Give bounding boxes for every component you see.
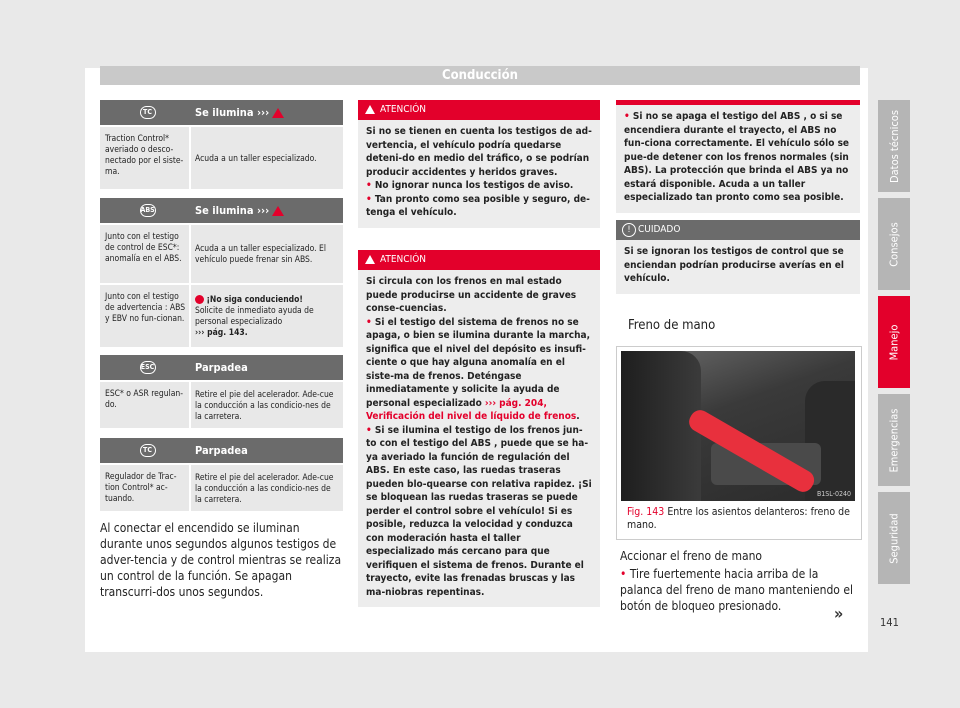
warning-triangle-icon <box>272 206 284 216</box>
figure-caption <box>627 506 853 532</box>
warning-box-continued: • Si no se apaga el testigo del ABS , o si se encendiera durante el trayecto, el ABS no fun-ciona correctamente. El vehículo sólo se pue-de detener con los frenos normales (sin ABS). La protección que brinda el ABS ya no estará disponible. Acuda a un taller especializado tan pronto como sea posible. <box>616 100 860 213</box>
handbrake-photo <box>621 351 855 501</box>
continue-marker: » <box>834 604 844 623</box>
figure-caption-text: Entre los asientos delanteros: freno de mano. <box>627 506 850 531</box>
info-icon: ! <box>622 223 636 237</box>
table-cell: Solicite de inmediato ayuda de personal especializado <box>195 306 314 327</box>
warning-icon <box>365 255 375 264</box>
tab-datos-tecnicos[interactable]: Datos técnicos <box>878 100 910 192</box>
table-head: Parpadea <box>195 444 248 457</box>
table-cell: Retire el pie del acelerador. Ade-cue la conducción a las condicio-nes de la carretera. <box>195 472 334 505</box>
table-cell: Junto con el testigo de control de ESC*: anomalía en el ABS. <box>100 225 191 283</box>
box-text: Si circula con los frenos en mal estado puede producirse un accidente de graves conse-cuencias. <box>366 276 577 314</box>
warning-icon <box>365 105 375 114</box>
box-bullet: Si se ilumina el testigo de los frenos jun-to con el testigo del ABS , puede que se ha-ya averiado la función de regulación del ABS. En este caso, las ruedas traseras pueden blo-quearse con relativa rapidez. ¡Si se bloquean las ruedas traseras se puede perder el control sobre el vehículo! Si es posible, reduzca la velocidad y conduzca con moderación hasta el taller especializado más cercano para que verifiquen el sistema de frenos. Durante el trayecto, evite las frenadas bruscas y las ma-niobras repentinas. <box>366 424 592 598</box>
esc-icon: ESC <box>140 361 156 374</box>
table-head: Parpadea <box>195 361 248 374</box>
box-text: Si no se tienen en cuenta los testigos de ad-vertencia, el vehículo podría quedarse deteni-do en medio del tráfico, o se podrían producir accidentes y heridos graves. <box>366 126 592 178</box>
traction-control-icon: TC <box>140 444 156 457</box>
warning-box-2: ATENCIÓN Si circula con los frenos en mal estado puede producirse un accidente de graves conse-cuencias. • Si el testigo del sistema de frenos no se apaga, o bien se ilumina durante la marcha, significa que el nivel del depósito es insufi-ciente o que hay alguna anomalía en el siste-ma de frenos. Deténgase inmediatamente y solicite la ayuda de personal especializado ››› pág. 204, Verificación del nivel de líquido de frenos. • Si se ilumina el testigo de los frenos jun-to con el testigo del ABS , puede que se ha-ya averiado la función de regulación del ABS. En este caso, las ruedas traseras pueden blo-quearse con relativa rapidez. ¡Si se bloquean las ruedas traseras se puede perder el control sobre el vehículo! Si es posible, reduzca la velocidad y conduzca con moderación hasta el taller especializado más cercano para que verifiquen el sistema de frenos. Durante el trayecto, evite las frenadas bruscas y las ma-niobras repentinas. <box>358 250 600 607</box>
box-label: CUIDADO <box>638 224 681 236</box>
traction-control-icon: TC <box>140 106 156 119</box>
page-number: 141 <box>880 616 899 629</box>
instruction-bullet: Tire fuertemente hacia arriba de la palanca del freno de mano manteniendo el botón de bloqueo presionado. <box>620 567 853 613</box>
section-title: Freno de mano <box>628 318 716 333</box>
figure-label: Fig. 143 <box>627 506 665 518</box>
table-head: Se ilumina ››› <box>195 106 270 119</box>
warning-table-tc <box>100 100 343 189</box>
box-bullet: Tan pronto como sea posible y seguro, de-tenga el vehículo. <box>366 193 590 218</box>
tab-manejo[interactable]: Manejo <box>878 296 910 388</box>
box-text: Si se ignoran los testigos de control que se enciendan podrían producirse averías en el vehículo. <box>624 246 844 284</box>
instructions-title: Accionar el freno de mano <box>620 549 763 563</box>
warning-table-tc-blink <box>100 438 343 511</box>
warning-table-abs <box>100 198 343 347</box>
box-bullet: Si no se apaga el testigo del ABS , o si se encendiera durante el trayecto, el ABS no fun-ciona correctamente. El vehículo sólo se pue-de detener con los frenos normales (sin ABS). La protección que brinda el ABS ya no estará disponible. Acuda a un taller especializado tan pronto como sea posible. <box>624 111 850 203</box>
tab-seguridad[interactable]: Seguridad <box>878 492 910 584</box>
warning-table-esc <box>100 355 343 428</box>
table-cell: Retire el pie del acelerador. Ade-cue la conducción a las condicio-nes de la carretera. <box>195 389 334 422</box>
caution-box <box>616 220 860 294</box>
table-cell: Acuda a un taller especializado. El vehículo puede frenar sin ABS. <box>195 244 326 265</box>
stop-icon <box>195 295 204 304</box>
table-cell: Regulador de Trac-tion Control* ac-tuando. <box>100 465 191 511</box>
table-cell: Acuda a un taller especializado. <box>195 153 317 164</box>
table-cell: Traction Control* averiado o desco-nectado por el siste-ma. <box>100 127 191 189</box>
tab-emergencias[interactable]: Emergencias <box>878 394 910 486</box>
box-label: ATENCIÓN <box>380 104 427 116</box>
page-link[interactable]: ››› pág. 143. <box>195 328 248 338</box>
warning-triangle-icon <box>272 108 284 118</box>
table-cell: ESC* o ASR regulan-do. <box>100 382 191 428</box>
stop-warning: ¡No siga conduciendo! <box>206 295 303 305</box>
table-cell: Junto con el testigo de advertencia : ABS y EBV no fun-cionan. <box>100 285 191 347</box>
tab-consejos[interactable]: Consejos <box>878 198 910 290</box>
intro-paragraph: Al conectar el encendido se iluminan durante unos segundos algunos testigos de adver-tencia y de control mientras se realiza un control de la función. Se apagan transcurri-dos unos segundos. <box>100 521 342 599</box>
warning-box-1: ATENCIÓN Si no se tienen en cuenta los testigos de ad-vertencia, el vehículo podría quedarse deteni-do en medio del tráfico, o se podrían producir accidentes y heridos graves. • No ignorar nunca los testigos de aviso. • Tan pronto como sea posible y seguro, de-tenga el vehículo. <box>358 100 600 228</box>
page-header: Conducción <box>100 66 860 85</box>
instructions: Accionar el freno de mano • Tire fuertemente hacia arriba de la palanca del freno de mano manteniendo el botón de bloqueo presionado. <box>620 548 860 614</box>
abs-icon: ABS <box>140 204 156 217</box>
figure <box>616 346 862 540</box>
box-bullet: No ignorar nunca los testigos de aviso. <box>374 180 574 191</box>
side-tabs <box>878 100 910 590</box>
table-head: Se ilumina ››› <box>195 204 270 217</box>
box-label: ATENCIÓN <box>380 254 427 266</box>
box-bullet: Si el testigo del sistema de frenos no se apaga, o bien se ilumina durante la marcha, significa que el nivel del depósito es insufi-ciente o que hay alguna anomalía en el siste-ma de frenos. Deténgase inmediatamente y solicite la ayuda de personal especializado <box>366 316 591 409</box>
page-link[interactable]: ››› pág. 204, Verificación del nivel de líquido de frenos <box>366 397 577 422</box>
figure-code: B1SL-0240 <box>816 490 851 498</box>
